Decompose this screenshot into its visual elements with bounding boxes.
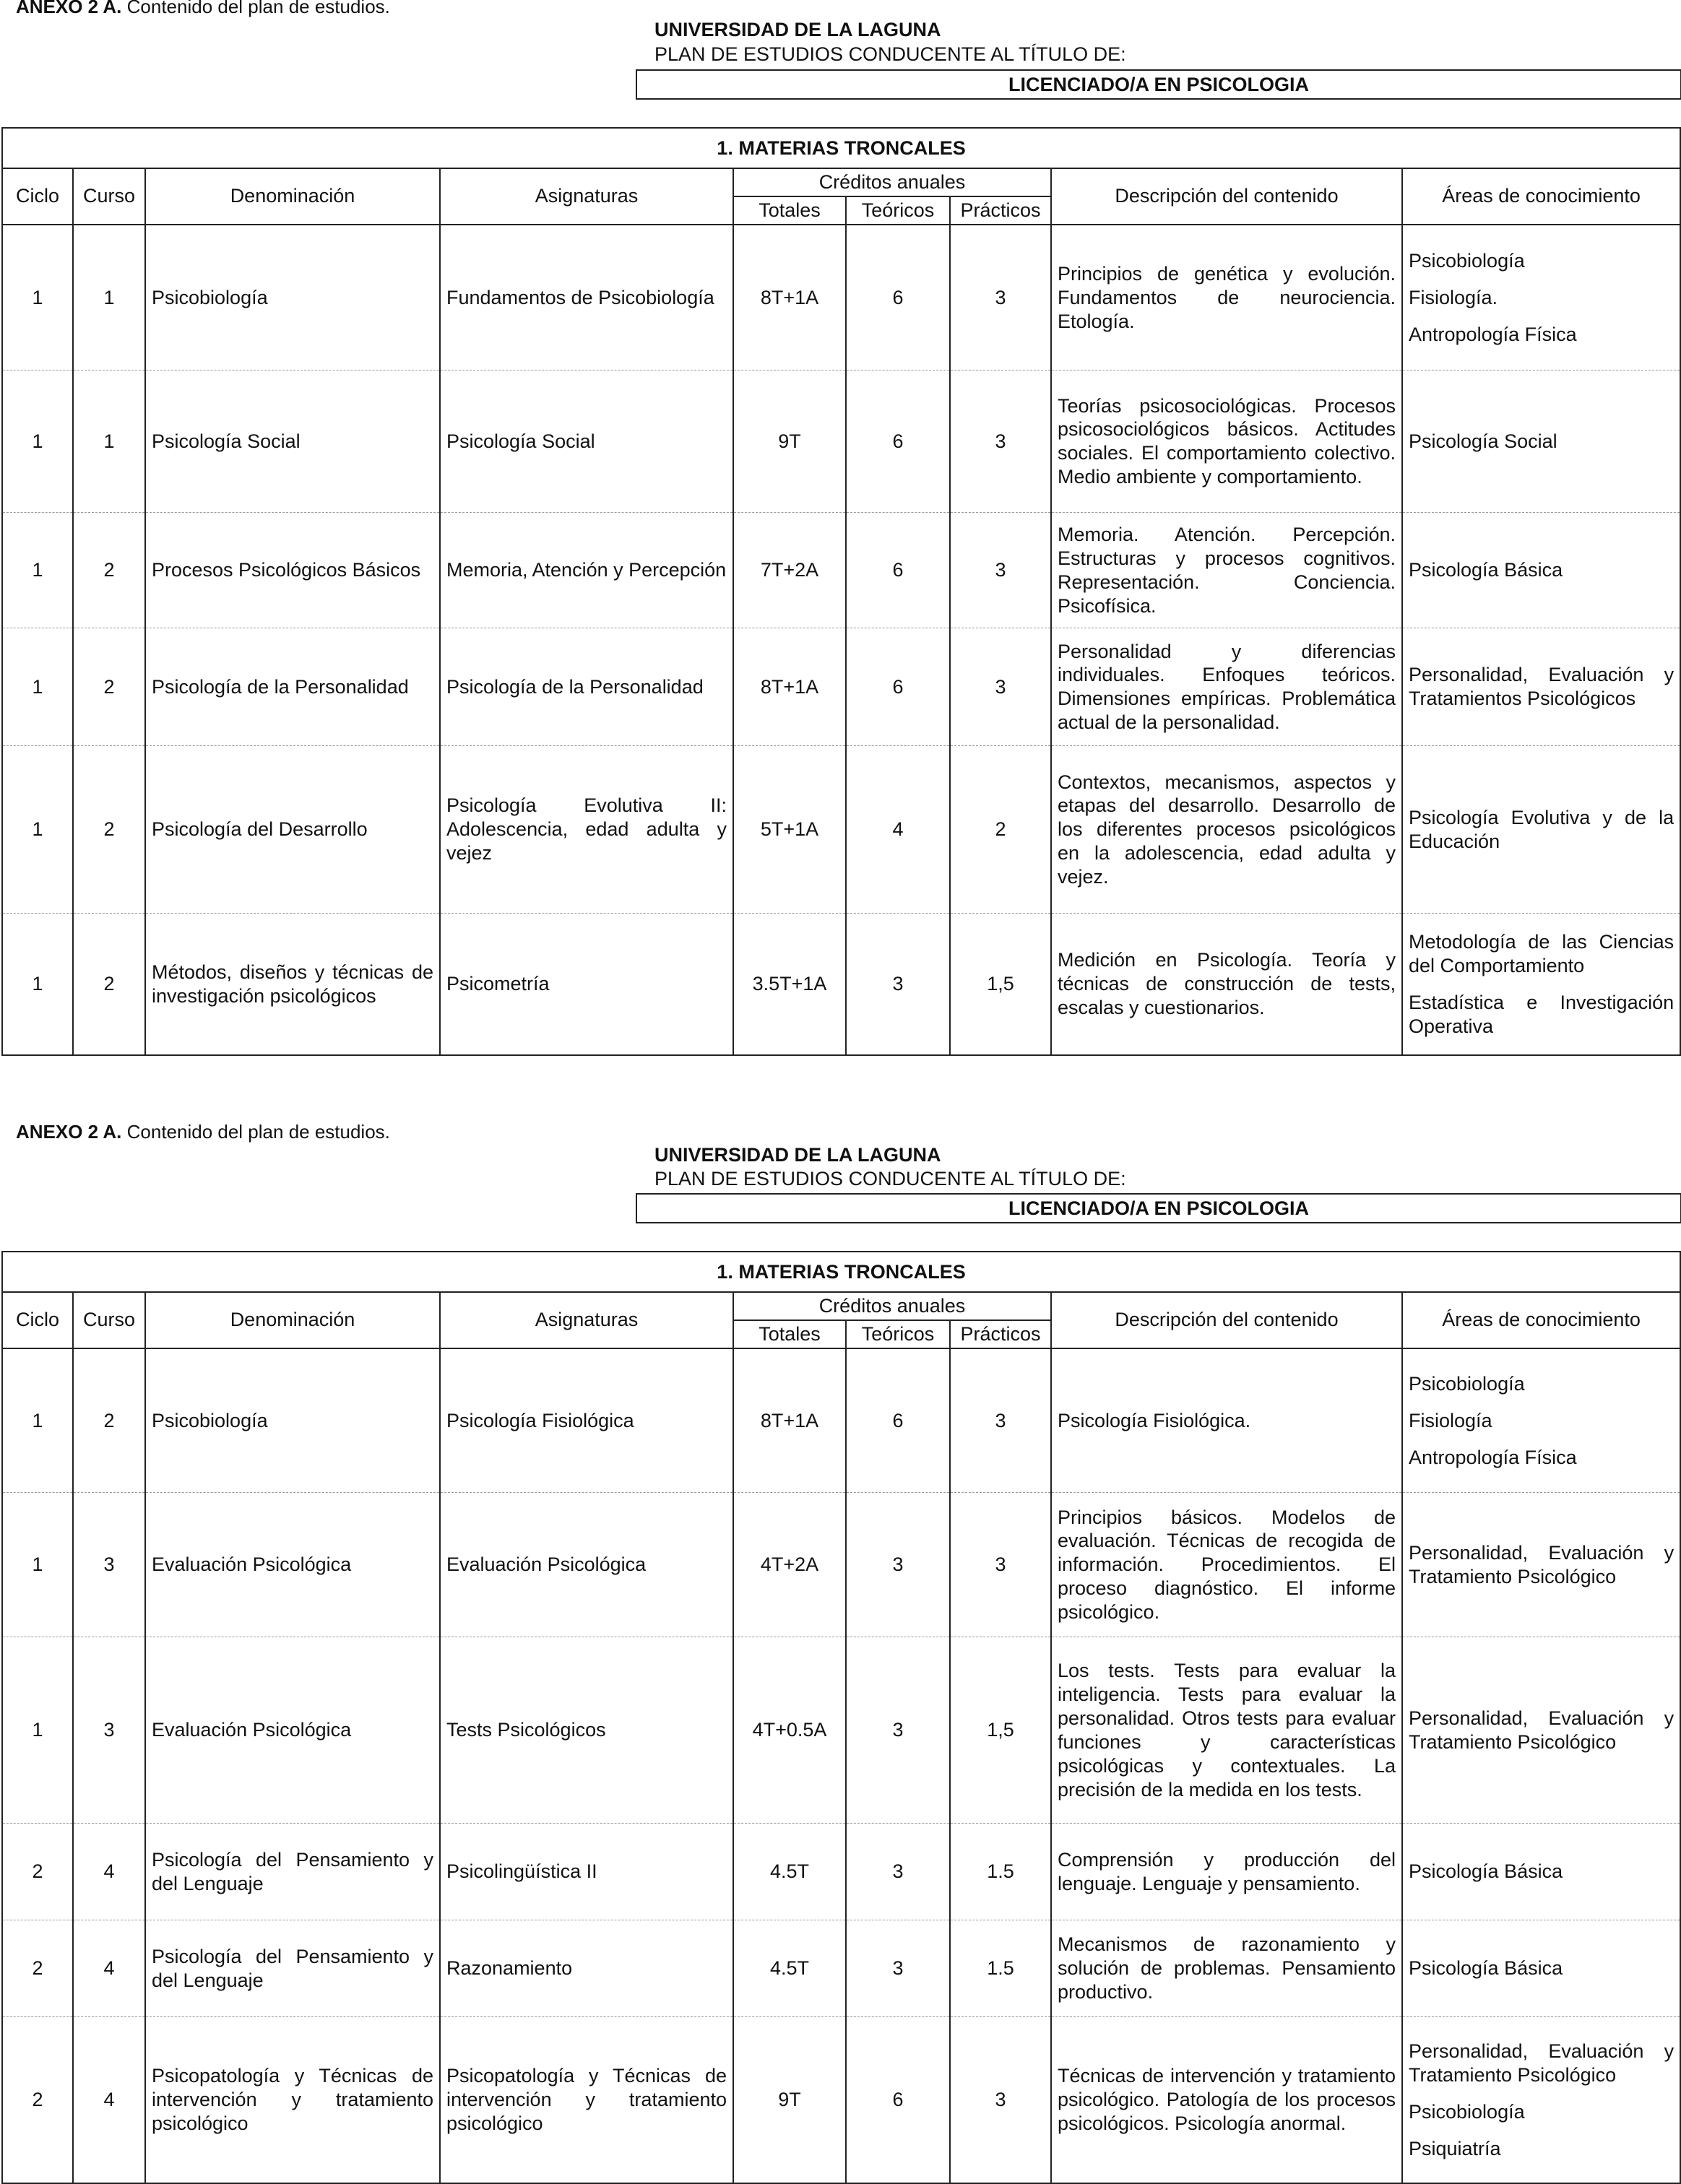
table-row (2, 370, 1680, 513)
cell-curso: 1 (73, 225, 145, 370)
cell-areas (1402, 513, 1680, 628)
cell-areas (1402, 1637, 1680, 1824)
header-areas: Áreas de conocimiento (1402, 168, 1680, 225)
header-denominacion: Denominación (145, 168, 440, 225)
cell-totales: 9T (733, 2017, 846, 2183)
cell-practicos: 3 (950, 513, 1051, 628)
cell-denominacion: Evaluación Psicológica (145, 1493, 440, 1637)
cell-ciclo: 1 (2, 1493, 73, 1637)
table-row (2, 1348, 1680, 1493)
table-row (2, 2017, 1680, 2183)
cell-denominacion: Psicología del Pensamiento y del Lenguaje (145, 1824, 440, 1920)
cell-totales: 4.5T (733, 1824, 846, 1920)
cell-curso: 3 (73, 1493, 145, 1637)
cell-descripcion: Mecanismos de razonamiento y solución de problemas. Pensamiento productivo. (1051, 1920, 1402, 2017)
cell-ciclo: 1 (2, 370, 73, 513)
header-totales: Totales (733, 1320, 846, 1348)
cell-practicos: 3 (950, 2017, 1051, 2183)
plan-title: PLAN DE ESTUDIOS CONDUCENTE AL TÍTULO DE: (654, 1168, 1126, 1190)
cell-areas (1402, 1920, 1680, 2017)
cell-ciclo: 2 (2, 1920, 73, 2017)
cell-teoricos: 6 (846, 1348, 950, 1493)
cell-practicos: 3 (950, 370, 1051, 513)
cell-asignatura: Evaluación Psicológica (440, 1493, 733, 1637)
cell-curso: 2 (73, 513, 145, 628)
cell-denominacion: Psicología Social (145, 370, 440, 513)
cell-asignatura: Psicometría (440, 914, 733, 1055)
plan-title: PLAN DE ESTUDIOS CONDUCENTE AL TÍTULO DE: (654, 43, 1126, 65)
cell-descripcion: Psicología Fisiológica. (1051, 1348, 1402, 1493)
area-item: Antropología Física (1409, 323, 1577, 345)
area-item: Psicobiología (1409, 2100, 1525, 2123)
cell-practicos: 3 (950, 628, 1051, 746)
materias-table (1, 1251, 1681, 2184)
area-item: Personalidad, Evaluación y Tratamiento Psicológico (1409, 1707, 1674, 1753)
cell-descripcion: Medición en Psicología. Teoría y técnicas de construcción de tests, escalas y cuestionarios. (1051, 914, 1402, 1055)
header-totales: Totales (733, 196, 846, 225)
university-name: UNIVERSIDAD DE LA LAGUNA (654, 1144, 941, 1166)
cell-denominacion: Procesos Psicológicos Básicos (145, 513, 440, 628)
cell-denominacion: Métodos, diseños y técnicas de investigación psicológicos (145, 914, 440, 1055)
table-row (2, 513, 1680, 628)
cell-practicos: 1,5 (950, 1637, 1051, 1824)
table-row (2, 1920, 1680, 2017)
cell-teoricos: 3 (846, 1920, 950, 2017)
materias-table (1, 127, 1681, 1056)
header-asignaturas: Asignaturas (440, 168, 733, 225)
cell-curso: 2 (73, 1348, 145, 1493)
cell-totales: 4.5T (733, 1920, 846, 2017)
cell-denominacion: Psicología del Pensamiento y del Lenguaje (145, 1920, 440, 2017)
area-item: Personalidad, Evaluación y Tratamiento Psicológico (1409, 1541, 1674, 1587)
cell-asignatura: Memoria, Atención y Percepción (440, 513, 733, 628)
cell-descripcion: Personalidad y diferencias individuales. Enfoques teóricos. Dimensiones empíricas. Problemática actual de la personalidad. (1051, 628, 1402, 746)
cell-totales: 8T+1A (733, 1348, 846, 1493)
header-curso: Curso (73, 1292, 145, 1348)
cell-denominacion: Psicología de la Personalidad (145, 628, 440, 746)
cell-totales: 8T+1A (733, 628, 846, 746)
cell-teoricos: 3 (846, 1493, 950, 1637)
cell-denominacion: Psicología del Desarrollo (145, 746, 440, 914)
area-item: Metodología de las Ciencias del Comportamiento (1409, 930, 1674, 976)
header-ciclo: Ciclo (2, 1292, 73, 1348)
cell-ciclo: 1 (2, 746, 73, 914)
cell-totales: 4T+0.5A (733, 1637, 846, 1824)
area-item: Psiquiatría (1409, 2137, 1501, 2159)
table-row (2, 1637, 1680, 1824)
cell-totales: 3.5T+1A (733, 914, 846, 1055)
cell-totales: 7T+2A (733, 513, 846, 628)
cell-totales: 8T+1A (733, 225, 846, 370)
cell-descripcion: Principios básicos. Modelos de evaluación. Técnicas de recogida de información. Procedimientos. El proceso diagnóstico. El informe psicológico. (1051, 1493, 1402, 1637)
area-item: Psicología Social (1409, 430, 1557, 452)
area-item: Antropología Física (1409, 1446, 1577, 1468)
header-teoricos: Teóricos (846, 196, 950, 225)
cell-asignatura: Tests Psicológicos (440, 1637, 733, 1824)
cell-asignatura: Psicolingüística II (440, 1824, 733, 1920)
header-asignaturas: Asignaturas (440, 1292, 733, 1348)
cell-descripcion: Principios de genética y evolución. Fundamentos de neurociencia. Etología. (1051, 225, 1402, 370)
header-teoricos: Teóricos (846, 1320, 950, 1348)
cell-asignatura: Psicopatología y Técnicas de intervención y tratamiento psicológico (440, 2017, 733, 2183)
cell-areas (1402, 914, 1680, 1055)
cell-teoricos: 6 (846, 2017, 950, 2183)
area-item: Fisiología. (1409, 286, 1498, 308)
cell-totales: 4T+2A (733, 1493, 846, 1637)
anexo-heading: ANEXO 2 A. Contenido del plan de estudios. (16, 0, 390, 17)
cell-areas (1402, 225, 1680, 370)
cell-areas (1402, 2017, 1680, 2183)
cell-ciclo: 1 (2, 513, 73, 628)
cell-ciclo: 2 (2, 2017, 73, 2183)
cell-teoricos: 6 (846, 370, 950, 513)
cell-teoricos: 3 (846, 1637, 950, 1824)
table-row (2, 914, 1680, 1055)
cell-asignatura: Psicología Fisiológica (440, 1348, 733, 1493)
cell-denominacion: Evaluación Psicológica (145, 1637, 440, 1824)
table-row (2, 1824, 1680, 1920)
area-item: Psicobiología (1409, 1372, 1525, 1395)
cell-areas (1402, 1493, 1680, 1637)
area-item: Psicobiología (1409, 249, 1525, 272)
header-descripcion: Descripción del contenido (1051, 1292, 1402, 1348)
header-areas: Áreas de conocimiento (1402, 1292, 1680, 1348)
cell-ciclo: 1 (2, 225, 73, 370)
cell-totales: 5T+1A (733, 746, 846, 914)
cell-teoricos: 6 (846, 513, 950, 628)
area-item: Personalidad, Evaluación y Tratamientos Psicológicos (1409, 664, 1674, 710)
area-item: Psicología Básica (1409, 559, 1563, 581)
cell-curso: 3 (73, 1637, 145, 1824)
cell-asignatura: Fundamentos de Psicobiología (440, 225, 733, 370)
cell-practicos: 2 (950, 746, 1051, 914)
header-denominacion: Denominación (145, 1292, 440, 1348)
cell-descripcion: Contextos, mecanismos, aspectos y etapas del desarrollo. Desarrollo de los diferentes procesos psicológicos en la adolescencia, edad adulta y vejez. (1051, 746, 1402, 914)
cell-areas (1402, 1824, 1680, 1920)
header-creditos: Créditos anuales (733, 1292, 1051, 1320)
degree-title-box: LICENCIADO/A EN PSICOLOGIA (636, 1193, 1681, 1223)
cell-areas (1402, 1348, 1680, 1493)
area-item: Psicología Evolutiva y de la Educación (1409, 806, 1674, 852)
cell-denominacion: Psicobiología (145, 225, 440, 370)
area-item: Estadística e Investigación Operativa (1409, 991, 1674, 1037)
cell-curso: 4 (73, 2017, 145, 2183)
cell-descripcion: Los tests. Tests para evaluar la inteligencia. Tests para evaluar la personalidad. Otros tests para evaluar funciones y características psicológicas y contextuales. La precisión de la medida en los tests. (1051, 1637, 1402, 1824)
table-row (2, 746, 1680, 914)
cell-practicos: 1.5 (950, 1920, 1051, 2017)
header-practicos: Prácticos (950, 196, 1051, 225)
table-row (2, 1493, 1680, 1637)
cell-teoricos: 6 (846, 628, 950, 746)
cell-descripcion: Técnicas de intervención y tratamiento psicológico. Patología de los procesos psicológicos. Psicología anormal. (1051, 2017, 1402, 2183)
header-ciclo: Ciclo (2, 168, 73, 225)
cell-curso: 2 (73, 914, 145, 1055)
cell-practicos: 3 (950, 1348, 1051, 1493)
cell-teoricos: 6 (846, 225, 950, 370)
cell-totales: 9T (733, 370, 846, 513)
cell-asignatura: Psicología Social (440, 370, 733, 513)
table-title: 1. MATERIAS TRONCALES (2, 128, 1680, 168)
cell-denominacion: Psicopatología y Técnicas de intervención y tratamiento psicológico (145, 2017, 440, 2183)
table-title: 1. MATERIAS TRONCALES (2, 1252, 1680, 1292)
cell-ciclo: 1 (2, 914, 73, 1055)
university-name: UNIVERSIDAD DE LA LAGUNA (654, 19, 941, 40)
cell-asignatura: Psicología Evolutiva II: Adolescencia, edad adulta y vejez (440, 746, 733, 914)
cell-ciclo: 1 (2, 1348, 73, 1493)
cell-areas (1402, 746, 1680, 914)
cell-denominacion: Psicobiología (145, 1348, 440, 1493)
cell-teoricos: 3 (846, 1824, 950, 1920)
cell-teoricos: 4 (846, 746, 950, 914)
cell-practicos: 3 (950, 1493, 1051, 1637)
anexo-heading: ANEXO 2 A. Contenido del plan de estudios. (16, 1121, 390, 1143)
cell-curso: 4 (73, 1920, 145, 2017)
cell-descripcion: Memoria. Atención. Percepción. Estructuras y procesos cognitivos. Representación. Conciencia. Psicofísica. (1051, 513, 1402, 628)
header-creditos: Créditos anuales (733, 168, 1051, 196)
cell-curso: 2 (73, 746, 145, 914)
cell-areas (1402, 370, 1680, 513)
degree-title-box: LICENCIADO/A EN PSICOLOGIA (636, 69, 1681, 100)
header-descripcion: Descripción del contenido (1051, 168, 1402, 225)
cell-areas (1402, 628, 1680, 746)
table-row (2, 225, 1680, 370)
area-item: Personalidad, Evaluación y Tratamiento Psicológico (1409, 2040, 1674, 2086)
cell-ciclo: 2 (2, 1824, 73, 1920)
cell-descripcion: Teorías psicosociológicas. Procesos psicosociológicos básicos. Actitudes sociales. El comportamiento colectivo. Medio ambiente y comportamiento. (1051, 370, 1402, 513)
table-row (2, 628, 1680, 746)
cell-teoricos: 3 (846, 914, 950, 1055)
cell-practicos: 3 (950, 225, 1051, 370)
cell-curso: 2 (73, 628, 145, 746)
area-item: Fisiología (1409, 1409, 1492, 1431)
area-item: Psicología Básica (1409, 1957, 1563, 1980)
area-item: Psicología Básica (1409, 1860, 1563, 1883)
header-curso: Curso (73, 168, 145, 225)
cell-curso: 1 (73, 370, 145, 513)
cell-asignatura: Psicología de la Personalidad (440, 628, 733, 746)
cell-ciclo: 1 (2, 1637, 73, 1824)
cell-descripcion: Comprensión y producción del lenguaje. Lenguaje y pensamiento. (1051, 1824, 1402, 1920)
cell-ciclo: 1 (2, 628, 73, 746)
cell-practicos: 1.5 (950, 1824, 1051, 1920)
cell-curso: 4 (73, 1824, 145, 1920)
cell-practicos: 1,5 (950, 914, 1051, 1055)
cell-asignatura: Razonamiento (440, 1920, 733, 2017)
header-practicos: Prácticos (950, 1320, 1051, 1348)
